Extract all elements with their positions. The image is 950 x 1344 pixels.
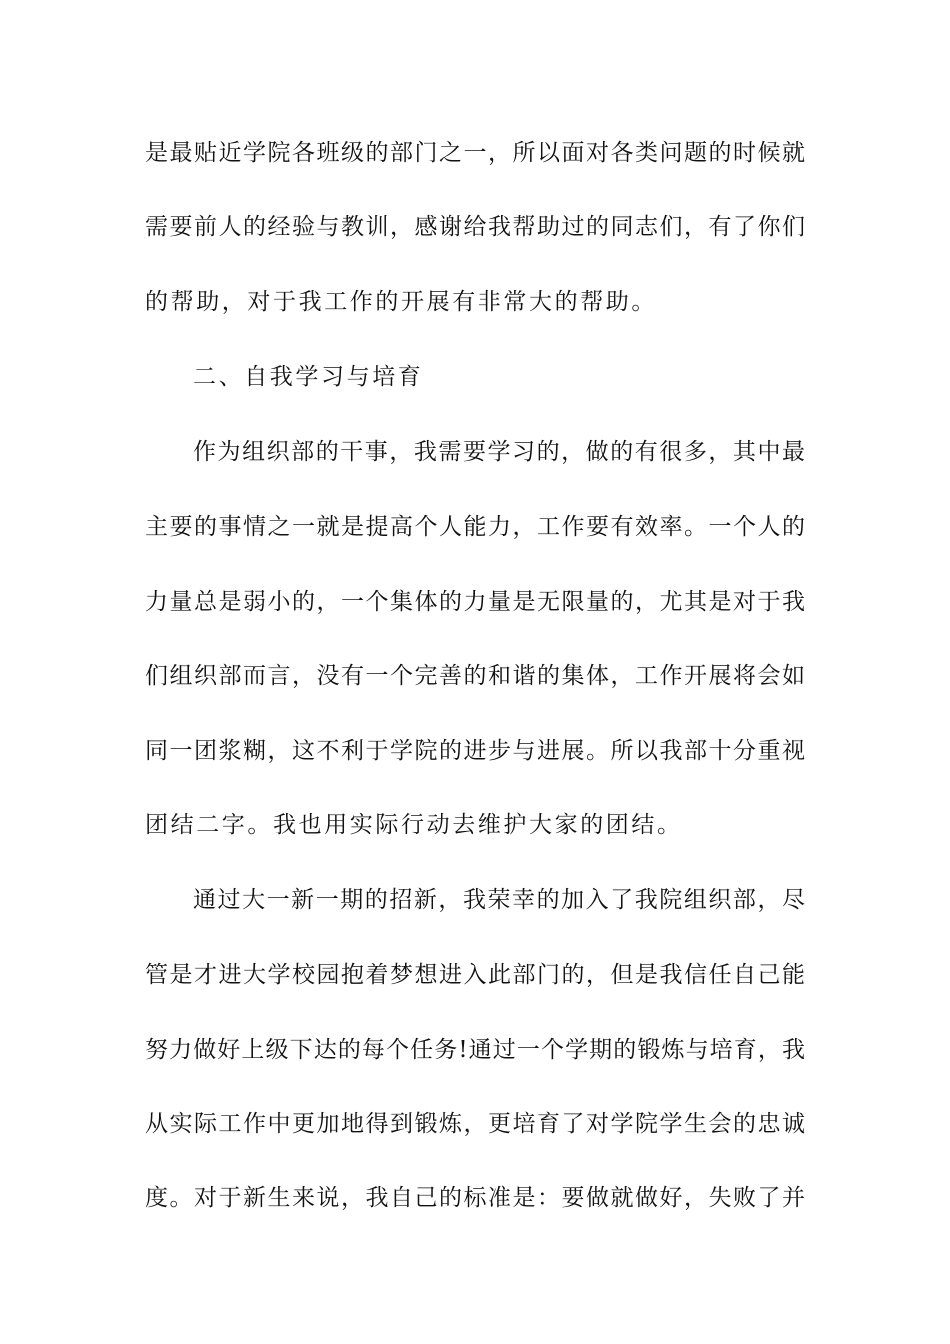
paragraph-1-line-3: 的帮助，对于我工作的开展有非常大的帮助。 <box>145 289 657 315</box>
paragraph-2-line-4: 们组织部而言，没有一个完善的和谐的集体，工作开展将会如 <box>145 663 805 689</box>
paragraph-2-line-6: 团结二字。我也用实际行动去维护大家的团结。 <box>145 812 683 838</box>
paragraph-3-line-5: 度。对于新生来说，我自己的标准是：要做就做好，失败了并 <box>145 1185 805 1211</box>
paragraph-2-line-5: 同一团浆糊，这不利于学院的进步与进展。所以我部十分重视 <box>145 738 805 764</box>
paragraph-2-line-1: 作为组织部的干事，我需要学习的，做的有很多，其中最 <box>193 439 805 465</box>
paragraph-2-line-3: 力量总是弱小的，一个集体的力量是无限量的，尤其是对于我 <box>145 589 805 615</box>
paragraph-1-line-2: 需要前人的经验与教训，感谢给我帮助过的同志们，有了你们 <box>145 214 805 240</box>
section-heading: 二、自我学习与培育 <box>193 364 424 390</box>
paragraph-3-line-4: 从实际工作中更加地得到锻炼，更培育了对学院学生会的忠诚 <box>145 1111 805 1137</box>
paragraph-1-line-1: 是最贴近学院各班级的部门之一，所以面对各类问题的时候就 <box>145 140 805 166</box>
paragraph-2-line-2: 主要的事情之一就是提高个人能力，工作要有效率。一个人的 <box>145 514 805 540</box>
paragraph-3-line-2: 管是才进大学校园抱着梦想进入此部门的，但是我信任自己能 <box>145 962 805 988</box>
paragraph-3-line-3: 努力做好上级下达的每个任务!通过一个学期的锻炼与培育，我 <box>145 1037 805 1063</box>
paragraph-3-line-1: 通过大一新一期的招新，我荣幸的加入了我院组织部，尽 <box>193 887 805 913</box>
